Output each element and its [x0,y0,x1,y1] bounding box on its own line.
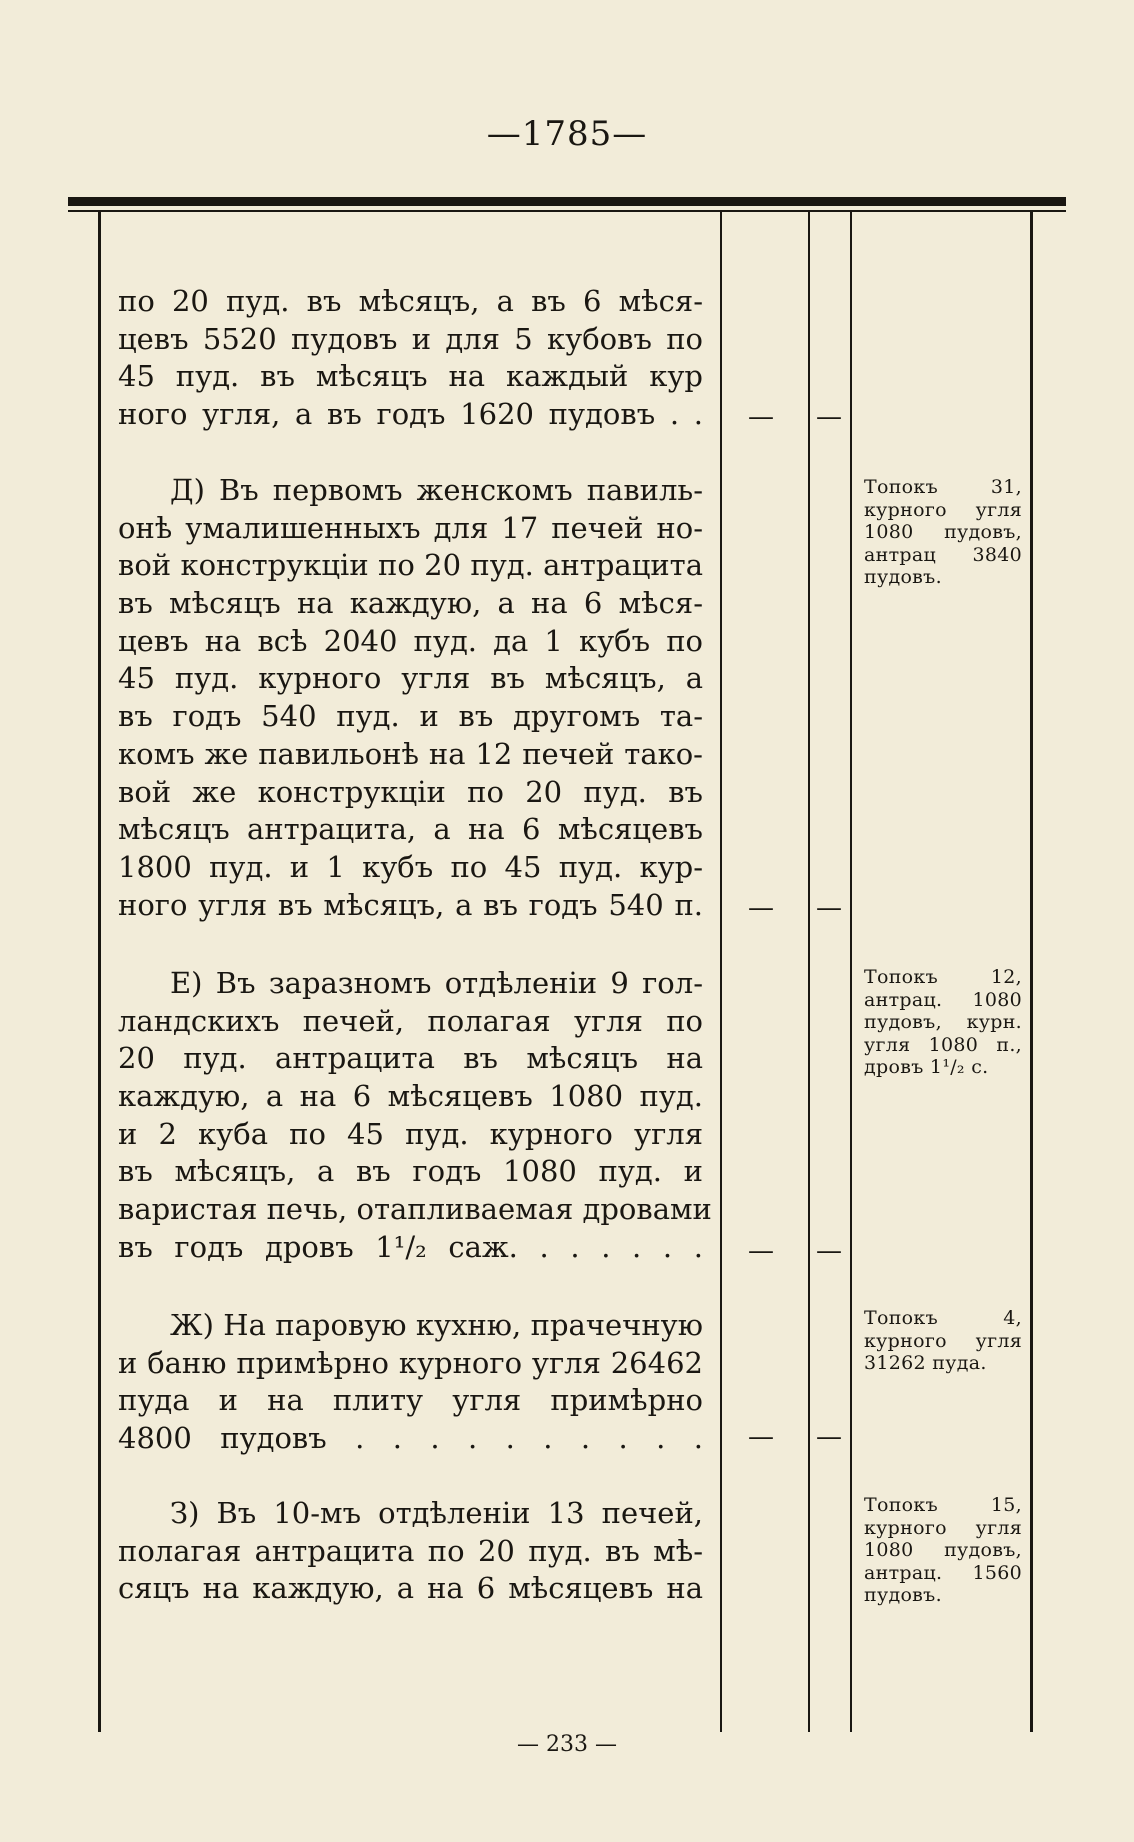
entry-line: и баню примѣрно курного угля 26462 [118,1345,703,1380]
entry-line: сяцъ на каждую, а на 6 мѣсяцевъ на [118,1571,703,1606]
entry-line: по 20 пуд. въ мѣсяцъ, а въ 6 мѣся- [118,284,703,318]
entry-line: вой же конструкціи по 20 пуд. въ [118,774,703,809]
note-d [864,476,1022,589]
entry-line: и 2 куба по 45 пуд. курного угля [118,1116,703,1151]
note-line: курного угля [864,1516,1022,1539]
entry-line: З) Въ 10-мъ отдѣленіи 13 печей, [170,1496,703,1530]
note-line: курного угля [864,1329,1022,1352]
note-line: антрац. 1560 [864,1561,1022,1584]
entry-line: онѣ умалишенныхъ для 17 печей но- [118,510,703,545]
entry-line: мѣсяцъ антрацита, а на 6 мѣсяцевъ [118,812,703,847]
entry-line: каждую, а на 6 мѣсяцевъ 1080 пуд. [118,1079,703,1114]
table-left-border [98,212,101,1732]
entry-line: комъ же павильонѣ на 12 печей тако- [118,736,703,771]
entry-line: Д) Въ первомъ женскомъ павиль- [170,473,703,507]
table-right-border [1030,212,1033,1732]
note-line: 1080 пудовъ, [864,521,1022,543]
header-rule-thick [68,197,1066,206]
entry-line: цевъ на всѣ 2040 пуд. да 1 кубъ по [118,623,703,658]
entry-line: 45 пуд. въ мѣсяцъ на каждый кур [118,359,703,394]
note-line: угля 1080 п., [864,1033,1022,1056]
note-line: Топокъ 15, [864,1494,1022,1516]
dash-col2: — [816,1236,842,1266]
dash-col1: — [748,1422,774,1452]
note-line: курного угля [864,498,1022,521]
entry-line: полагая антрацита по 20 пуд. въ мѣ- [118,1533,703,1568]
entry-line: ландскихъ печей, полагая угля по [118,1003,703,1038]
dash-col2: — [816,893,842,923]
entry-z [118,1495,703,1608]
note-line: Топокъ 4, [864,1307,1022,1329]
note-z [864,1494,1022,1607]
entry-line: ного угля въ мѣсяцъ, а въ годъ 540 п. [118,887,703,922]
dash-col1: — [748,893,774,923]
entry-line: въ годъ дровъ 1¹/₂ саж. . . . . . . [118,1229,703,1264]
entry-line: 20 пуд. антрацита въ мѣсяцъ на [118,1041,703,1076]
entry-line: цевъ 5520 пудовъ и для 5 кубовъ по [118,321,703,356]
note-line: пудовъ, курн. [864,1011,1022,1033]
entry-line: въ годъ 540 пуд. и въ другомъ та- [118,699,703,734]
entry-line: пуда и на плиту угля примѣрно [118,1383,703,1418]
entry-d [118,472,703,924]
entry-line: варистая печь, отапливаемая дровами [118,1192,712,1227]
entry-line: Е) Въ заразномъ отдѣленіи 9 гол- [170,966,703,1000]
entry-line: 45 пуд. курного угля въ мѣсяцъ, а [118,661,703,696]
entry-line: въ мѣсяцъ, а въ годъ 1080 пуд. и [118,1154,703,1189]
entry-line: Ж) На паровую кухню, прачечную [170,1308,703,1342]
entry-line: въ мѣсяцъ на каждую, а на 6 мѣся- [118,586,703,621]
dash-col1: — [748,1236,774,1266]
page-number-bottom: — 233 — [517,1732,617,1757]
entry-line: 4800 пудовъ . . . . . . . . . . [118,1421,703,1456]
dash-col1: — [748,402,774,432]
entry-line: ного угля, а въ годъ 1620 пудовъ . . [118,397,703,432]
note-line: пудовъ. [864,566,942,588]
note-e [864,966,1022,1079]
column-divider-2 [808,212,810,1732]
note-line: антрац. 1080 [864,988,1022,1011]
note-line: Топокъ 12, [864,966,1022,988]
note-line: антрац 3840 [864,543,1022,566]
entry-continuation [118,283,703,434]
note-line: дровъ 1¹/₂ с. [864,1056,989,1078]
entry-line: 1800 пуд. и 1 кубъ по 45 пуд. кур- [118,849,703,884]
note-line: 31262 пуда. [864,1352,987,1374]
note-line: Топокъ 31, [864,476,1022,498]
dash-col2: — [816,1422,842,1452]
header-rule-thin [68,210,1066,212]
note-line: пудовъ. [864,1584,942,1606]
column-divider-3 [850,212,852,1732]
entry-zh [118,1307,703,1458]
column-divider-1 [720,212,722,1732]
page-number-top: —1785— [486,114,648,154]
dash-col2: — [816,402,842,432]
note-line: 1080 пудовъ, [864,1539,1022,1561]
note-zh [864,1307,1022,1375]
entry-line: вой конструкціи по 20 пуд. антрацита [118,548,703,583]
entry-e [118,965,712,1267]
